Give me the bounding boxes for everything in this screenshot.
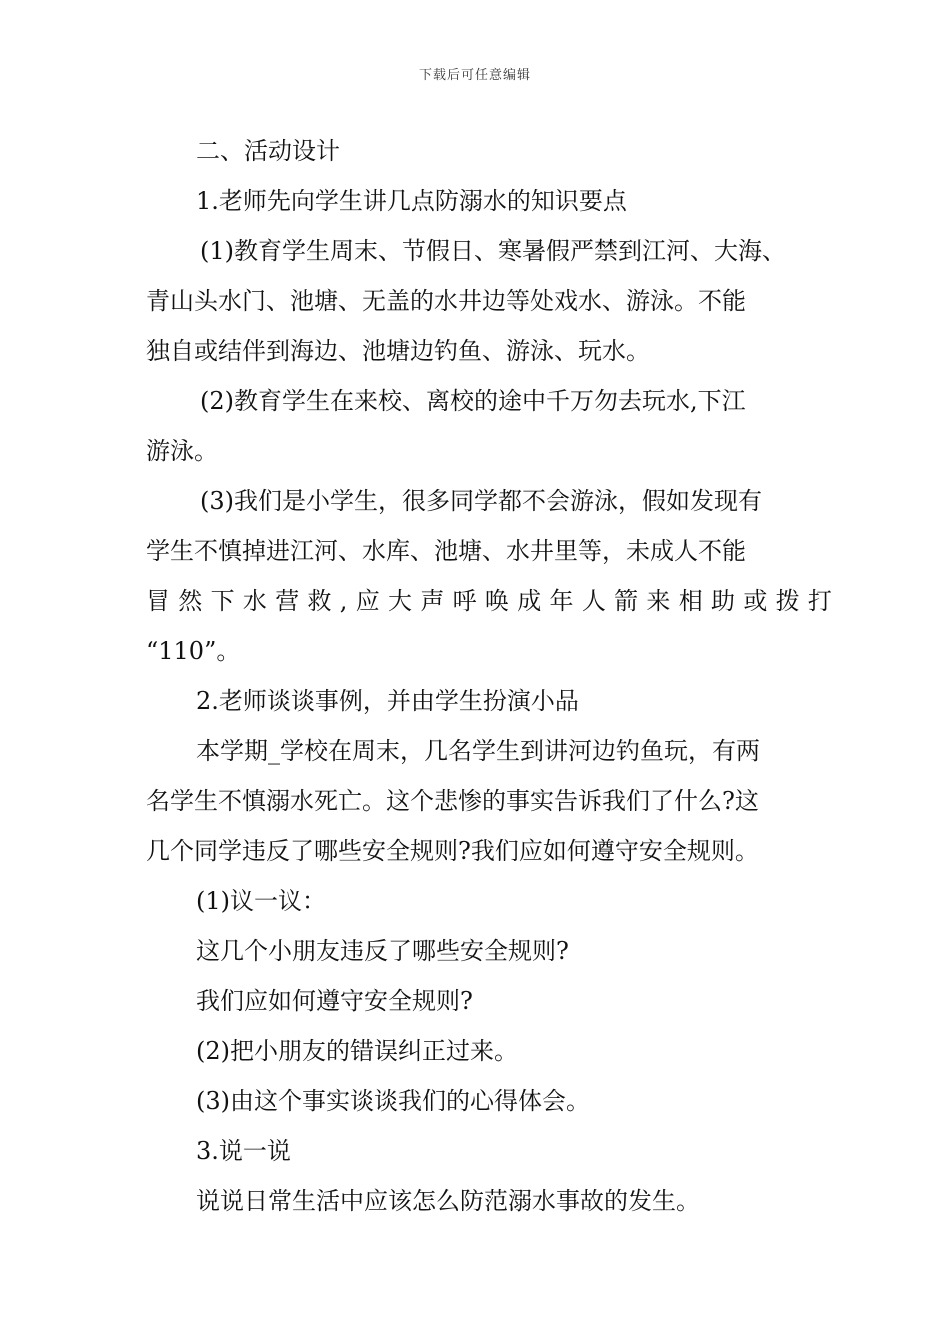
list-item: (1)议一议： [196,887,326,915]
paragraph-line: 青山头水门、池塘、无盖的水井边等处戏水、游泳。不能 [146,287,746,315]
page-header: 下载后可任意编辑 [418,68,531,83]
paragraph-line: 冒然下水营救,应大声呼唤成年人箭来相助或拨打 [146,587,841,615]
paragraph-line: 学生不慎掉进江河、水库、池塘、水井里等，未成人不能 [146,537,746,565]
paragraph-line: 独自或结伴到海边、池塘边钓鱼、游泳、玩水。 [146,337,650,365]
list-item: 我们应如何遵守安全规则? [196,987,473,1015]
paragraph-line: “110”。 [146,637,241,665]
list-item: 这几个小朋友违反了哪些安全规则? [196,937,569,965]
paragraph-line: 名学生不慎溺水死亡。这个悲惨的事实告诉我们了什么?这 [146,787,759,815]
paragraph-line: (3)我们是小学生，很多同学都不会游泳，假如发现有 [200,487,762,515]
paragraph-line: 说说日常生活中应该怎么防范溺水事故的发生。 [196,1187,700,1215]
paragraph-line: 几个同学违反了哪些安全规则?我们应如何遵守安全规则。 [146,837,759,865]
paragraph-line: (1)教育学生周末、节假日、寒暑假严禁到江河、大海、 [200,237,786,265]
subheading-3: 3.说一说 [196,1137,291,1165]
document-body [146,126,841,1226]
paragraph-line: 本学期_学校在周末，几名学生到讲河边钓鱼玩，有两 [196,737,760,765]
subheading-1: 1.老师先向学生讲几点防溺水的知识要点 [196,187,627,215]
section-heading: 二、活动设计 [196,137,340,165]
paragraph-line: 游泳。 [146,437,218,465]
subheading-2: 2.老师谈谈事例，并由学生扮演小品 [196,687,579,715]
paragraph-line: (2)教育学生在来校、离校的途中千万勿去玩水,下江 [200,387,746,415]
list-item: (3)由这个事实谈谈我们的心得体会。 [196,1087,590,1115]
list-item: (2)把小朋友的错误纠正过来。 [196,1037,518,1065]
